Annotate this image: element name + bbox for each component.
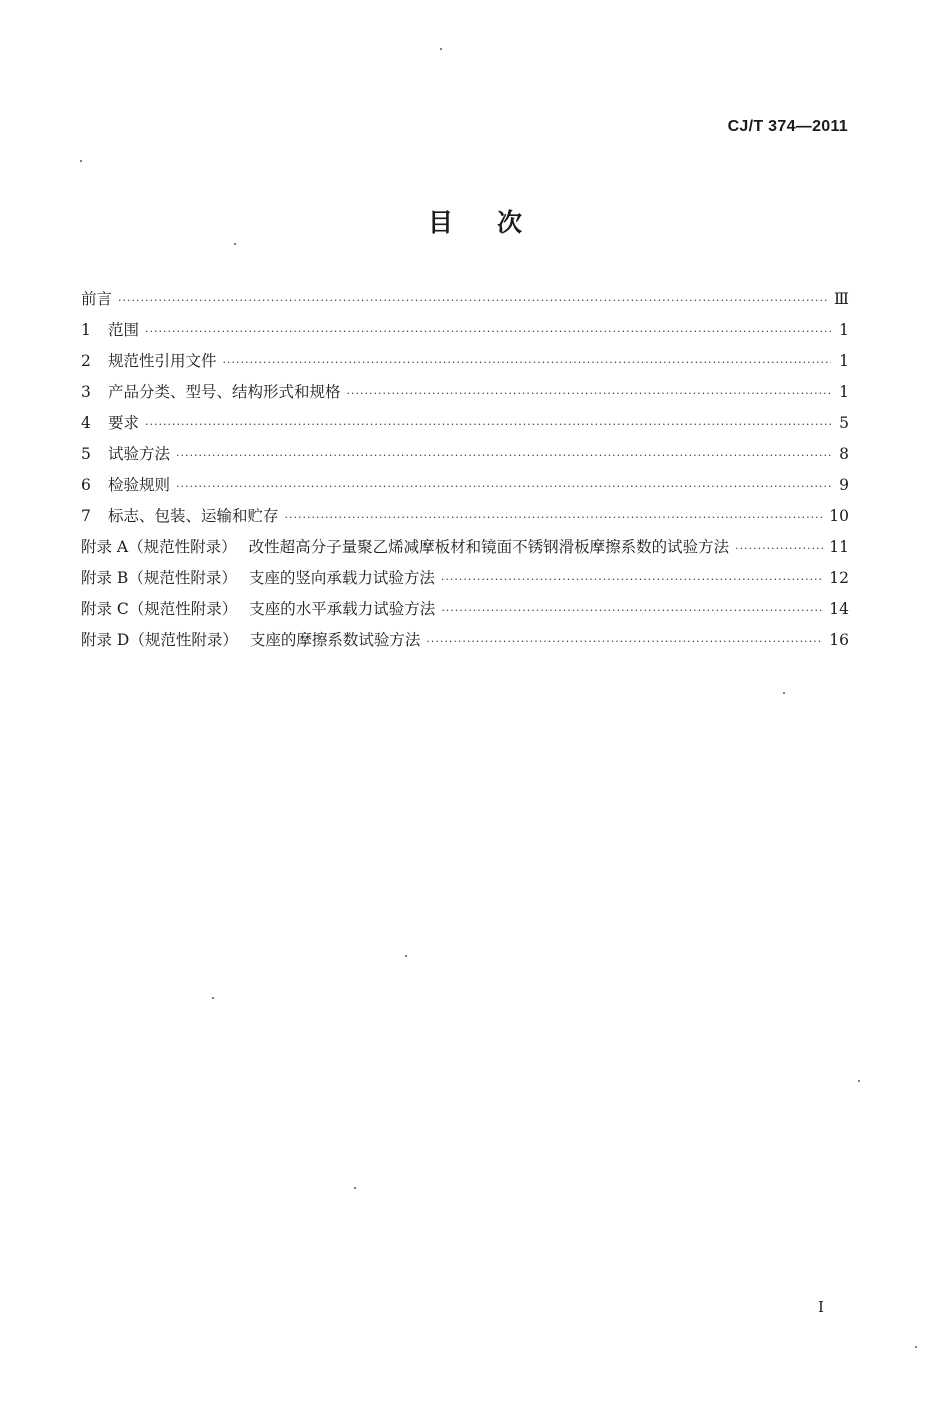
toc-section-number: 3 <box>81 383 91 401</box>
appendix-title: 支座的摩擦系数试验方法 <box>249 631 421 649</box>
toc-page-number: 14 <box>829 600 849 618</box>
toc-section-number: 5 <box>81 445 91 463</box>
toc-page-number: 1 <box>839 352 849 370</box>
toc-entry-2[interactable] <box>81 350 849 381</box>
toc-entry-appendix-c[interactable] <box>81 598 849 629</box>
toc-entry-foreword[interactable] <box>81 288 849 319</box>
table-of-contents <box>81 288 849 660</box>
toc-entry-appendix-d[interactable] <box>81 629 849 660</box>
appendix-title: 支座的水平承载力试验方法 <box>249 600 436 618</box>
scan-speck <box>915 1346 917 1348</box>
toc-entry-5[interactable] <box>81 443 849 474</box>
toc-entry-label <box>81 567 435 589</box>
appendix-title: 改性超高分子量聚乙烯减摩板材和镜面不锈钢滑板摩擦系数的试验方法 <box>248 538 730 556</box>
toc-entry-label: 规范性引用文件 <box>108 352 217 370</box>
scan-speck <box>858 1080 860 1082</box>
toc-section-number: 4 <box>81 414 91 432</box>
toc-dot-leader <box>426 631 823 653</box>
toc-dot-leader <box>441 569 823 591</box>
scan-speck <box>234 243 236 245</box>
toc-section-number: 7 <box>81 507 91 525</box>
toc-entry-label <box>81 536 729 558</box>
toc-page-number: Ⅲ <box>834 290 849 308</box>
toc-dot-leader <box>735 538 823 560</box>
toc-page-number: 9 <box>839 476 849 494</box>
appendix-type: 附录 B（规范性附录） <box>81 569 237 587</box>
toc-dot-leader <box>441 600 823 622</box>
toc-entry-label <box>81 598 435 620</box>
toc-dot-leader <box>285 507 824 529</box>
toc-page-number: 8 <box>839 445 849 463</box>
toc-entry-label: 前言 <box>81 290 113 308</box>
title-part-1: 目 <box>427 208 453 237</box>
toc-dot-leader <box>176 445 831 467</box>
appendix-type: 附录 D（规范性附录） <box>81 631 238 649</box>
page-title <box>0 203 950 239</box>
toc-entry-label: 要求 <box>108 414 140 432</box>
page-number: I <box>818 1298 824 1316</box>
toc-entry-appendix-a[interactable] <box>81 536 849 567</box>
appendix-title: 支座的竖向承载力试验方法 <box>248 569 435 587</box>
toc-page-number: 5 <box>839 414 849 432</box>
toc-entry-4[interactable] <box>81 412 849 443</box>
title-part-2: 次 <box>497 208 523 237</box>
toc-page-number: 16 <box>829 631 849 649</box>
toc-dot-leader <box>347 383 831 405</box>
toc-page-number: 1 <box>839 321 849 339</box>
scan-speck <box>440 48 442 50</box>
toc-section-number: 6 <box>81 476 91 494</box>
toc-page-number: 12 <box>829 569 849 587</box>
toc-entry-label: 范围 <box>108 321 140 339</box>
toc-entry-7[interactable] <box>81 505 849 536</box>
toc-dot-leader <box>145 321 831 343</box>
scan-speck <box>80 160 82 162</box>
toc-entry-label: 试验方法 <box>108 445 171 463</box>
appendix-type: 附录 A（规范性附录） <box>81 538 237 556</box>
toc-entry-label: 产品分类、型号、结构形式和规格 <box>108 383 341 401</box>
scan-speck <box>212 997 214 999</box>
toc-page-number: 11 <box>829 538 849 556</box>
toc-dot-leader <box>118 290 828 312</box>
scan-speck <box>354 1187 356 1189</box>
standard-code: CJ/T 374—2011 <box>727 118 848 135</box>
toc-entry-label: 检验规则 <box>108 476 171 494</box>
toc-page-number: 10 <box>829 507 849 525</box>
appendix-type: 附录 C（规范性附录） <box>81 600 238 618</box>
toc-page-number: 1 <box>839 383 849 401</box>
toc-entry-6[interactable] <box>81 474 849 505</box>
toc-entry-1[interactable] <box>81 319 849 350</box>
toc-dot-leader <box>145 414 831 436</box>
toc-dot-leader <box>176 476 831 498</box>
toc-section-number: 1 <box>81 321 91 339</box>
toc-entry-label: 标志、包装、运输和贮存 <box>108 507 279 525</box>
toc-dot-leader <box>223 352 831 374</box>
toc-entry-label <box>81 629 420 651</box>
toc-section-number: 2 <box>81 352 91 370</box>
toc-entry-appendix-b[interactable] <box>81 567 849 598</box>
scan-speck <box>405 955 407 957</box>
toc-entry-3[interactable] <box>81 381 849 412</box>
scan-speck <box>783 692 785 694</box>
